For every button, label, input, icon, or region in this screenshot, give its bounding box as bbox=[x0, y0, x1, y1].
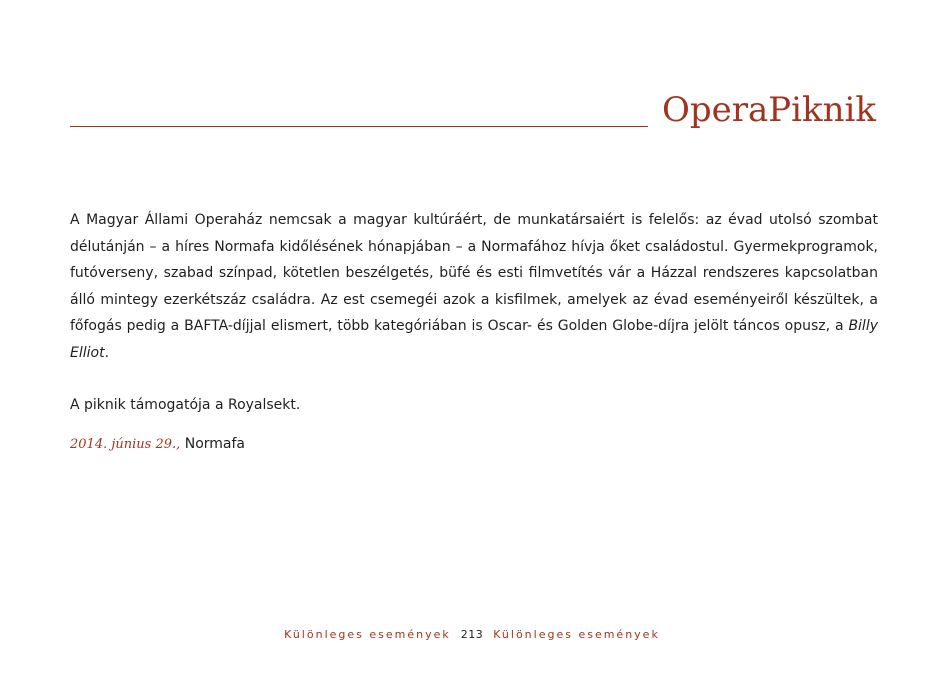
footer-section-left: Különleges események bbox=[284, 628, 451, 641]
footer-section-right: Különleges események bbox=[493, 628, 660, 641]
body-text bbox=[70, 207, 890, 458]
film-title: Billy Elliot bbox=[70, 318, 878, 361]
description-paragraph bbox=[70, 207, 878, 366]
event-date: 2014. június 29., bbox=[70, 436, 181, 452]
description-end: . bbox=[104, 344, 110, 361]
page-title: OperaPiknik bbox=[661, 90, 876, 130]
description-main-text: A Magyar Állami Operaház nemcsak a magyar kultúráért, de munkatársaiért is felelős: az évad utolsó szombat délutánján – a híres Normafa kidőlésének hónapjában – a Normafához hívja őket családostul. Gyermekprogramok, futóverseny, szabad színpad, kötetlen beszélgetés, büfé és esti filmvetítés vár a Házzal rendszeres kapcsolatban álló mintegy ezerkétszáz családra. Az est csemegéi azok a kisfilmek, amelyek az évad eseményeiről készültek, a főfogás pedig a BAFTA-díjjal elismert, több kategóriában is Oscar- és Golden Globe-díjra jelölt táncos opusz, a bbox=[70, 212, 878, 334]
sponsor-paragraph: A piknik támogatója a Royalsekt. bbox=[70, 397, 301, 413]
event-line bbox=[70, 431, 890, 459]
event-location: Normafa bbox=[180, 435, 245, 452]
page-footer bbox=[0, 627, 944, 643]
page-number: 213 bbox=[460, 628, 484, 641]
title-row bbox=[70, 88, 876, 134]
title-rule bbox=[70, 126, 648, 127]
